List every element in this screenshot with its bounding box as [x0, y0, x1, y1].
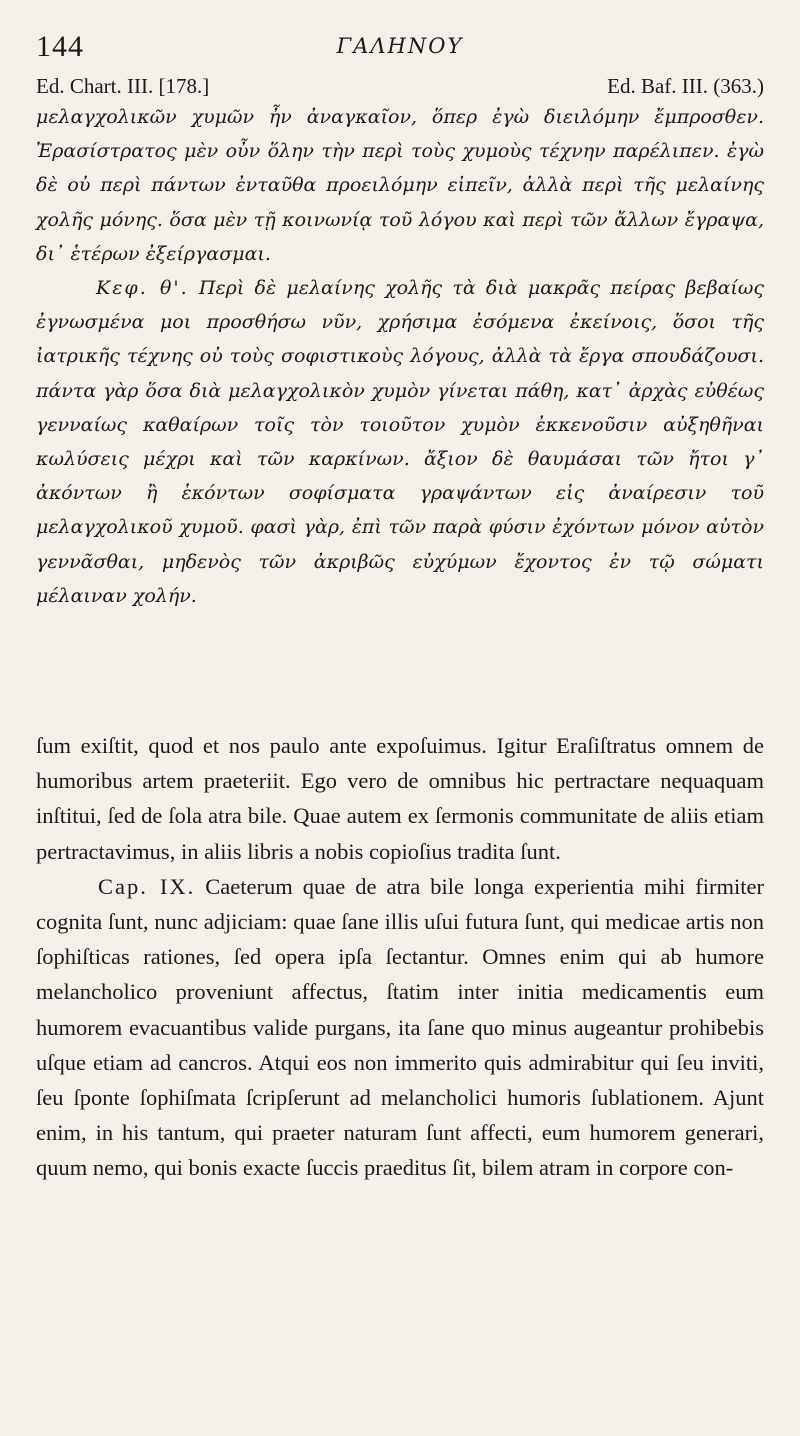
- latin-text-block: [36, 728, 764, 1186]
- greek-text-block: [36, 100, 764, 613]
- running-head: ΓΑΛΗΝΟΥ: [336, 34, 464, 58]
- page-header: [36, 30, 764, 62]
- latin-paragraph-2: [36, 869, 764, 1186]
- latin-paragraph-2-text: Caeterum quae de atra bile longa experientia mihi firmiter cognita ſunt, nunc adjiciam: quae ſane illis uſui futura ſunt, qui medicae artis non ſophiſticas rationes, ſed opera ipſa ſectantur. Omnes enim qui ab humore melancholico proveniunt affectus, ſtatim inter initia medicamentis eum humorem evacuantibus valide purgans, ita ſane quo minus augeantur prohibebis uſque etiam ad cancros. Atqui eos non immerito quis admirabitur qui ſeu inviti, ſeu ſponte ſophiſmata ſcripſerunt ad melancholici humoris ſublationem. Ajunt enim, in his tantum, qui praeter naturam ſunt affecti, eum humorem generari, quum nemo, qui bonis exacte ſuccis praeditus ſit, bilem atram in corpore con-: [36, 873, 764, 1181]
- latin-chapter-label: Cap. IX.: [98, 873, 196, 899]
- greek-paragraph-2-text: Περὶ δὲ μελαίνης χολῆς τὰ διὰ μακρᾶς πείρας βεβαίως ἐγνωσμένα μοι προσθήσω νῦν, χρήσιμα ἐσόμενα ἐκείνοις, ὅσοι τῆς ἰατρικῆς τέχνης οὐ τοὺς σοφιστικοὺς λόγους, ἀλλὰ τὰ ἔργα σπουδάζουσι. πάντα γὰρ ὅσα διὰ μελαγχολικὸν χυμὸν γίνεται πάθη, κατ᾽ ἀρχὰς εὐθέως γενναίως καθαίρων τοῖς τὸν τοιοῦτον χυμὸν ἐκκενοῦσιν αὐξηθῆναι κωλύσεις μέχρι καὶ τῶν καρκίνων. ἄξιον δὲ θαυμάσαι τῶν ἤτοι γ᾽ ἀκόντων ἢ ἑκόντων σοφίσματα γραψάντων εἰς ἀναίρεσιν τοῦ μελαγχολικοῦ χυμοῦ. φασὶ γὰρ, ἐπὶ τῶν παρὰ φύσιν ἐχόντων μόνον αὐτὸν γεννᾶσθαι, μηδενὸς τῶν ἀκριβῶς εὐχύμων ἔχοντος ἐν τῷ σώματι μέλαιναν χολήν.: [36, 277, 764, 607]
- greek-paragraph-1: μελαγχολικῶν χυμῶν ἦν ἀναγκαῖον, ὅπερ ἐγὼ διειλόμην ἔμπροσθεν. Ἐρασίστρατος μὲν οὖν ὅλην τὴν περὶ τοὺς χυμοὺς τέχνην παρέλιπεν. ἐγὼ δὲ οὐ περὶ πάντων ἐνταῦθα προειλόμην εἰπεῖν, ἀλλὰ περὶ τῆς μελαίνης χολῆς μόνης. ὅσα μὲν τῇ κοινωνίᾳ τοῦ λόγου καὶ περὶ τῶν ἄλλων ἔγραψα, δι᾽ ἑτέρων ἐξείργασμαι.: [36, 106, 764, 265]
- edition-basel-reference: Ed. Baf. III. (363.): [607, 74, 764, 98]
- greek-chapter-label: Κεφ. θ'.: [96, 277, 189, 300]
- edition-reference-line: [36, 74, 764, 102]
- latin-paragraph-1: ſum exiſtit, quod et nos paulo ante expoſuimus. Igitur Eraſiſtratus omnem de humoribus artem praeteriit. Ego vero de omnibus hic pertractare nequaquam inſtitui, ſed de ſola atra bile. Quae autem ex ſermonis communitate de aliis etiam pertractavimus, in aliis libris a nobis copioſius tradita ſunt.: [36, 733, 764, 864]
- page-number: 144: [36, 30, 84, 63]
- edition-chartier-reference: Ed. Chart. III. [178.]: [36, 74, 210, 98]
- greek-paragraph-2: [36, 271, 764, 613]
